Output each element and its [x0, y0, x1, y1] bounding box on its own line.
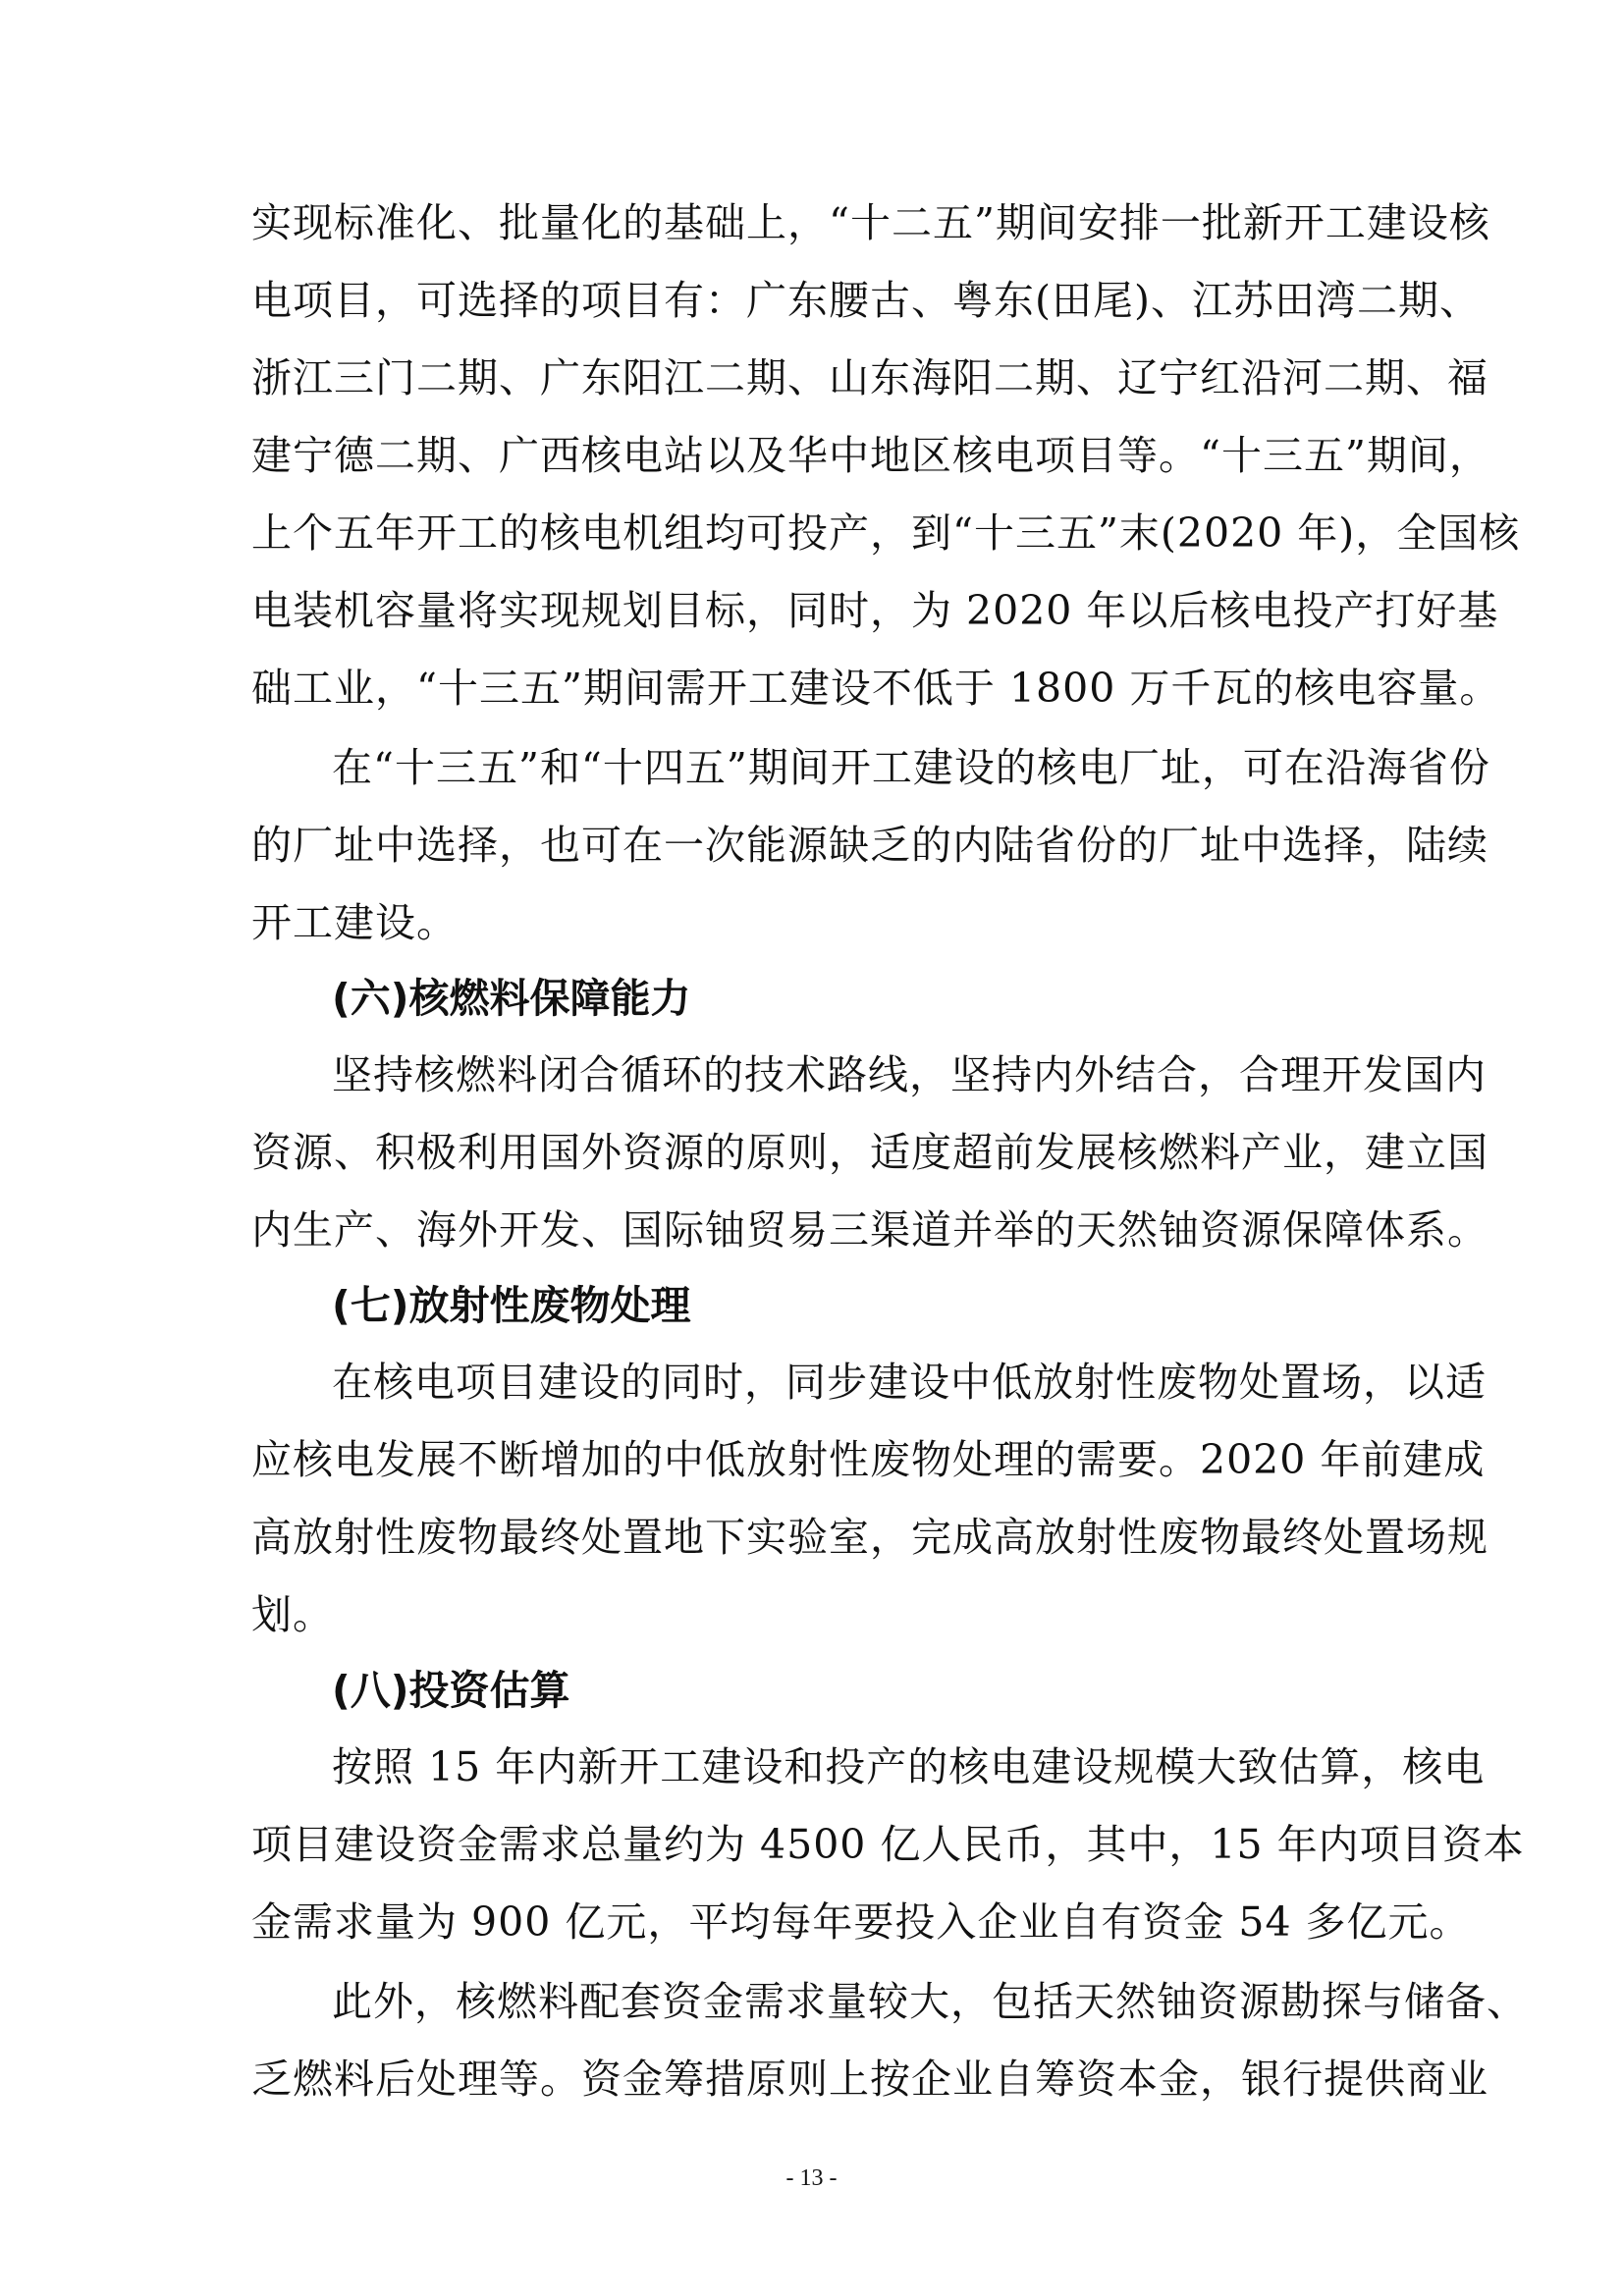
- text-line: 电项目，可选择的项目有：广东腰古、粤东(田尾)、江苏田湾二期、: [251, 277, 1481, 324]
- text-line: 坚持核燃料闭合循环的技术路线，坚持内外结合，合理开发国内: [332, 1051, 1487, 1098]
- text-line: 资源、积极利用国外资源的原则，适度超前发展核燃料产业，建立国: [251, 1129, 1488, 1176]
- text-line: 的厂址中选择，也可在一次能源缺乏的内陆省份的厂址中选择，陆续: [251, 822, 1488, 869]
- text-line: 开工建设。: [251, 899, 458, 946]
- text-line: 上个五年开工的核电机组均可投产，到“十三五”末(2020 年)，全国核: [251, 509, 1521, 557]
- text-line: 金需求量为 900 亿元，平均每年要投入企业自有资金 54 多亿元。: [251, 1898, 1471, 1946]
- text-line: 内生产、海外开发、国际铀贸易三渠道并举的天然铀资源保障体系。: [251, 1206, 1488, 1254]
- text-line: 实现标准化、批量化的基础上，“十二五”期间安排一批新开工建设核: [251, 199, 1490, 246]
- text-line: 在核电项目建设的同时，同步建设中低放射性废物处置场，以适: [332, 1359, 1487, 1406]
- text-line: 乏燃料后处理等。资金筹措原则上按企业自筹资本金，银行提供商业: [251, 2056, 1488, 2103]
- text-line: 浙江三门二期、广东阳江二期、山东海阳二期、辽宁红沿河二期、福: [251, 354, 1488, 401]
- section-heading: (六)核燃料保障能力: [332, 975, 691, 1022]
- text-line: 建宁德二期、广西核电站以及华中地区核电项目等。“十三五”期间，: [251, 432, 1490, 479]
- text-line: 在“十三五”和“十四五”期间开工建设的核电厂址，可在沿海省份: [332, 744, 1490, 791]
- page-number: - 13 -: [785, 2165, 838, 2191]
- text-line: 按照 15 年内新开工建设和投产的核电建设规模大致估算，核电: [332, 1743, 1486, 1790]
- text-line: 高放射性废物最终处置地下实验室，完成高放射性废物最终处置场规: [251, 1514, 1488, 1561]
- text-line: 项目建设资金需求总量约为 4500 亿人民币，其中，15 年内项目资本: [251, 1821, 1525, 1868]
- text-line: 此外，核燃料配套资金需求量较大，包括天然铀资源勘探与储备、: [332, 1978, 1528, 2025]
- section-heading: (七)放射性废物处理: [332, 1282, 691, 1329]
- text-line: 划。: [251, 1591, 334, 1638]
- text-line: 应核电发展不断增加的中低放射性废物处理的需要。2020 年前建成: [251, 1436, 1486, 1483]
- text-line: 础工业，“十三五”期间需开工建设不低于 1800 万千瓦的核电容量。: [251, 665, 1501, 712]
- text-line: 电装机容量将实现规划目标，同时，为 2020 年以后核电投产打好基: [251, 587, 1499, 634]
- section-heading: (八)投资估算: [332, 1667, 570, 1714]
